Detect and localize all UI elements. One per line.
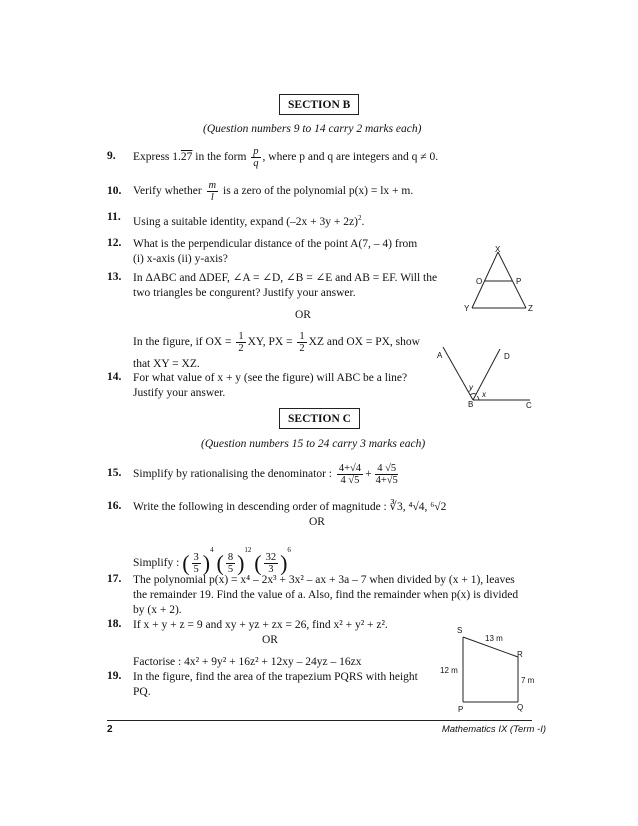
q18-text: If x + y + z = 9 and xy + yz + zx = 26, find x² + y² + z². (133, 619, 388, 631)
q11-text: Using a suitable identity, expand $(-2x + 3y + 2z)^2$. (133, 214, 365, 228)
q15-number: 15. (107, 467, 122, 479)
fig13-label-o: O (476, 277, 483, 286)
fig14-label-a: A (437, 351, 443, 360)
footer-rule (107, 720, 532, 721)
fig19-label-p: P (458, 705, 464, 714)
q19-line1: In the figure, find the area of the trapezium PQRS with height (133, 671, 418, 683)
book-title: Mathematics IX (Term -I) (441, 724, 546, 735)
section-c-title: SECTION C (279, 408, 360, 429)
q13-line2: two triangles be congurent? Justify your answer. (133, 287, 356, 299)
q12-line2: (i) x-axis (ii) y-axis? (133, 253, 228, 265)
q17-line3: by (x + 2). (133, 604, 182, 616)
q19-line2: PQ. (133, 686, 151, 698)
fig19-label-s: S (457, 626, 463, 635)
fig13-label-z: Z (528, 304, 533, 313)
q13-alt-line1: In the figure, if OX = $\frac{1}{2}$ XY, PX = $\frac{1}{2}$ XZ and OX = PX, show (133, 330, 420, 354)
q12-line1: What is the perpendicular distance of the point A(7, – 4) from (133, 238, 418, 250)
fig19-label-top: 13 m (485, 634, 503, 643)
fig13-label-y: Y (464, 304, 470, 313)
fig19-label-right: 7 m (521, 676, 535, 685)
section-c-note: (Question numbers 15 to 24 carry 3 marks each) (201, 438, 426, 450)
fig14-label-d: D (504, 352, 510, 361)
q19-number: 19. (107, 670, 122, 682)
q14-number: 14. (107, 371, 122, 383)
fig14-label-b: B (468, 400, 474, 409)
fig19-label-r: R (517, 650, 523, 659)
fig14-label-y: y (469, 383, 473, 392)
q13-line1: In ΔABC and ΔDEF, ∠A = ∠D, ∠B = ∠E and AB = EF. Will the (133, 272, 438, 284)
fig14-label-c: C (526, 401, 532, 410)
q17-line1: The polynomial p(x) = x⁴ – 2x³ + 3x² – ax + 3a – 7 when divided by (x + 1), leaves (133, 574, 515, 586)
q14-line2: Justify your answer. (133, 387, 226, 399)
q13-number: 13. (107, 271, 122, 283)
q18-or: OR (262, 634, 278, 646)
q16-alt: Simplify : ( $\frac{3}{5}$ )$^4$ ( $\frac{8}{5}$ )$^{12}$ ( $\frac{32}{3}$ )$^6$ (133, 546, 291, 576)
q16-number: 16. (107, 500, 122, 512)
q17-number: 17. (107, 573, 122, 585)
q14-line1: For what value of x + y (see the figure) will ABC be a line? (133, 372, 408, 384)
fig13-label-x: X (495, 245, 501, 254)
section-b-note: (Question numbers 9 to 14 carry 2 marks each) (203, 123, 422, 135)
q11-number: 11. (107, 211, 121, 223)
q16-text: Write the following in descending order of magnitude : ∛3, ⁴√4, ⁶√2 (133, 501, 447, 513)
q9-number: 9. (107, 150, 116, 162)
q18-number: 18. (107, 618, 122, 630)
section-b-title: SECTION B (279, 94, 359, 115)
fig14-label-x: x (482, 390, 486, 399)
fig19-label-q: Q (517, 703, 524, 712)
q16-or: OR (309, 516, 325, 528)
page-number: 2 (107, 724, 113, 735)
q17-line2: the remainder 19. Find the value of a. Also, find the remainder when p(x) is divided (133, 589, 519, 601)
fig13-label-p: P (516, 277, 522, 286)
q15-text: Simplify by rationalising the denominator : $\frac{4+√4}{4 √5}$ + $\frac{4 √5}{4+√5}$ (133, 462, 398, 486)
q10-number: 10. (107, 185, 122, 197)
q13-alt-line2: that XY = XZ. (133, 358, 200, 370)
q9-text: Express 1.27 in the form $\frac{p}{q}$ , where p and q are integers and q ≠ 0. (133, 145, 439, 169)
q13-or: OR (295, 309, 311, 321)
q18-alt: Factorise : 4x² + 9y² + 16z² + 12xy – 24yz – 16zx (133, 656, 362, 668)
fig19-label-left: 12 m (440, 666, 458, 675)
q12-number: 12. (107, 237, 122, 249)
q10-text: Verify whether $\frac{m}{l}$ is a zero of the polynomial p(x) = lx + m. (133, 179, 414, 203)
